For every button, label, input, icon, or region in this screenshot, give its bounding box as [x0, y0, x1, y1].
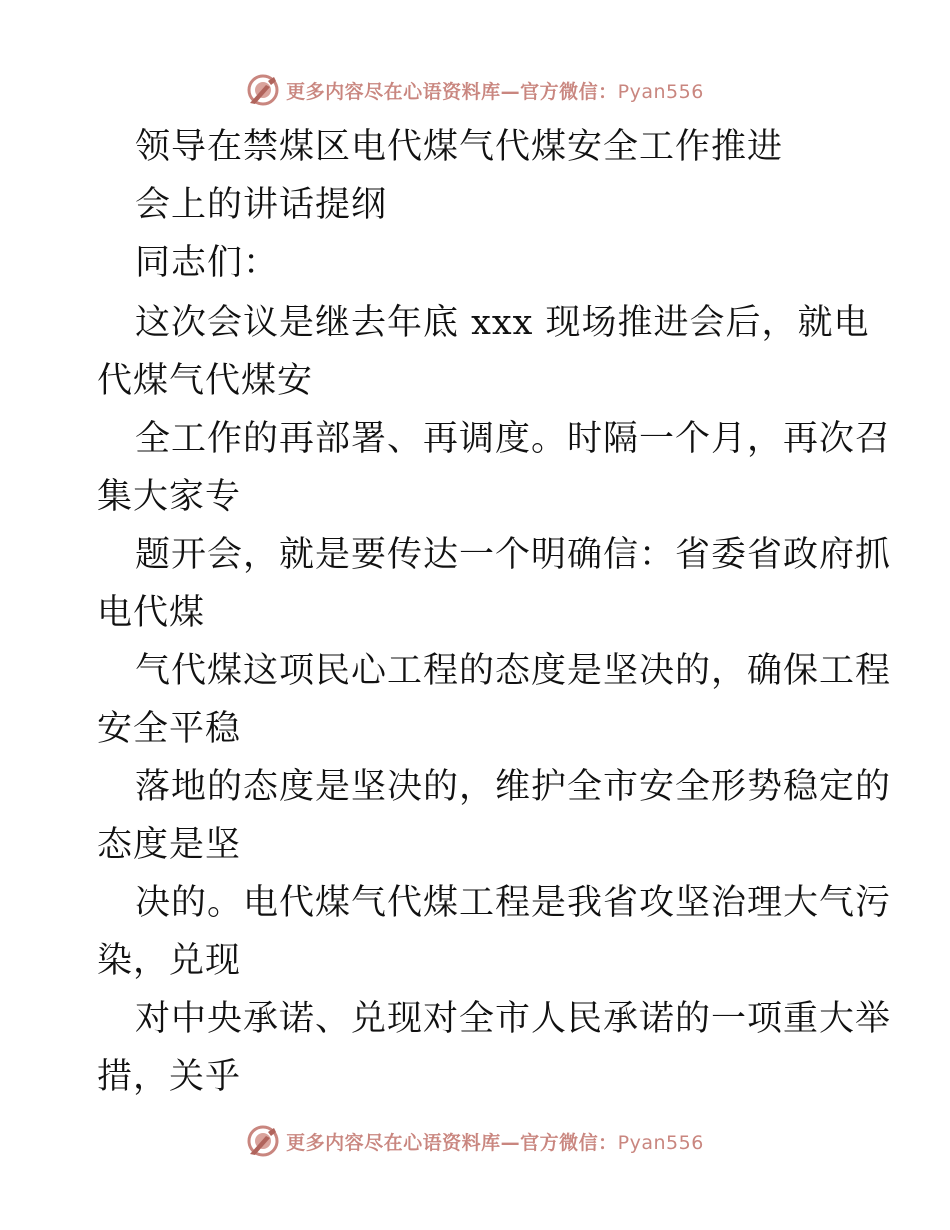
- document-title-line-1: 领导在禁煤区电代煤气代煤安全工作推进: [135, 127, 784, 167]
- watermark-text: 更多内容尽在心语资料库—官方微信：Pyan556: [286, 1131, 704, 1154]
- paragraph-line: 落地的态度是坚决的，维护全市安全形势稳定的: [135, 767, 892, 807]
- paragraph-line: 全工作的再部署、再调度。时隔一个月，再次召: [135, 419, 892, 459]
- pen-logo-icon: [246, 1124, 280, 1158]
- paragraph-line: 对中央承诺、兑现对全市人民承诺的一项重大举: [135, 999, 892, 1039]
- paragraph-line: 态度是坚: [97, 825, 242, 865]
- paragraph-line: 措，关乎: [97, 1057, 242, 1097]
- paragraph-line: 安全平稳: [97, 709, 242, 749]
- greeting: 同志们：: [135, 243, 280, 283]
- document-title-line-2: 会上的讲话提纲: [135, 185, 388, 225]
- paragraph-line: 染，兑现: [97, 941, 242, 981]
- paragraph-line: 集大家专: [97, 477, 242, 517]
- pen-logo-icon: [246, 73, 280, 107]
- paragraph-line: 气代煤这项民心工程的态度是坚决的，确保工程: [135, 651, 892, 691]
- paragraph-line: 决的。电代煤气代煤工程是我省攻坚治理大气污: [135, 883, 892, 923]
- paragraph-line: 这次会议是继去年底 xxx 现场推进会后，就电: [135, 303, 870, 343]
- watermark-text: 更多内容尽在心语资料库—官方微信：Pyan556: [286, 80, 704, 103]
- footer-watermark: [0, 1121, 950, 1161]
- paragraph-line: 电代煤: [97, 593, 206, 633]
- header-watermark: [0, 70, 950, 110]
- paragraph-line: 题开会，就是要传达一个明确信：省委省政府抓: [135, 535, 892, 575]
- paragraph-line: 代煤气代煤安: [97, 361, 314, 401]
